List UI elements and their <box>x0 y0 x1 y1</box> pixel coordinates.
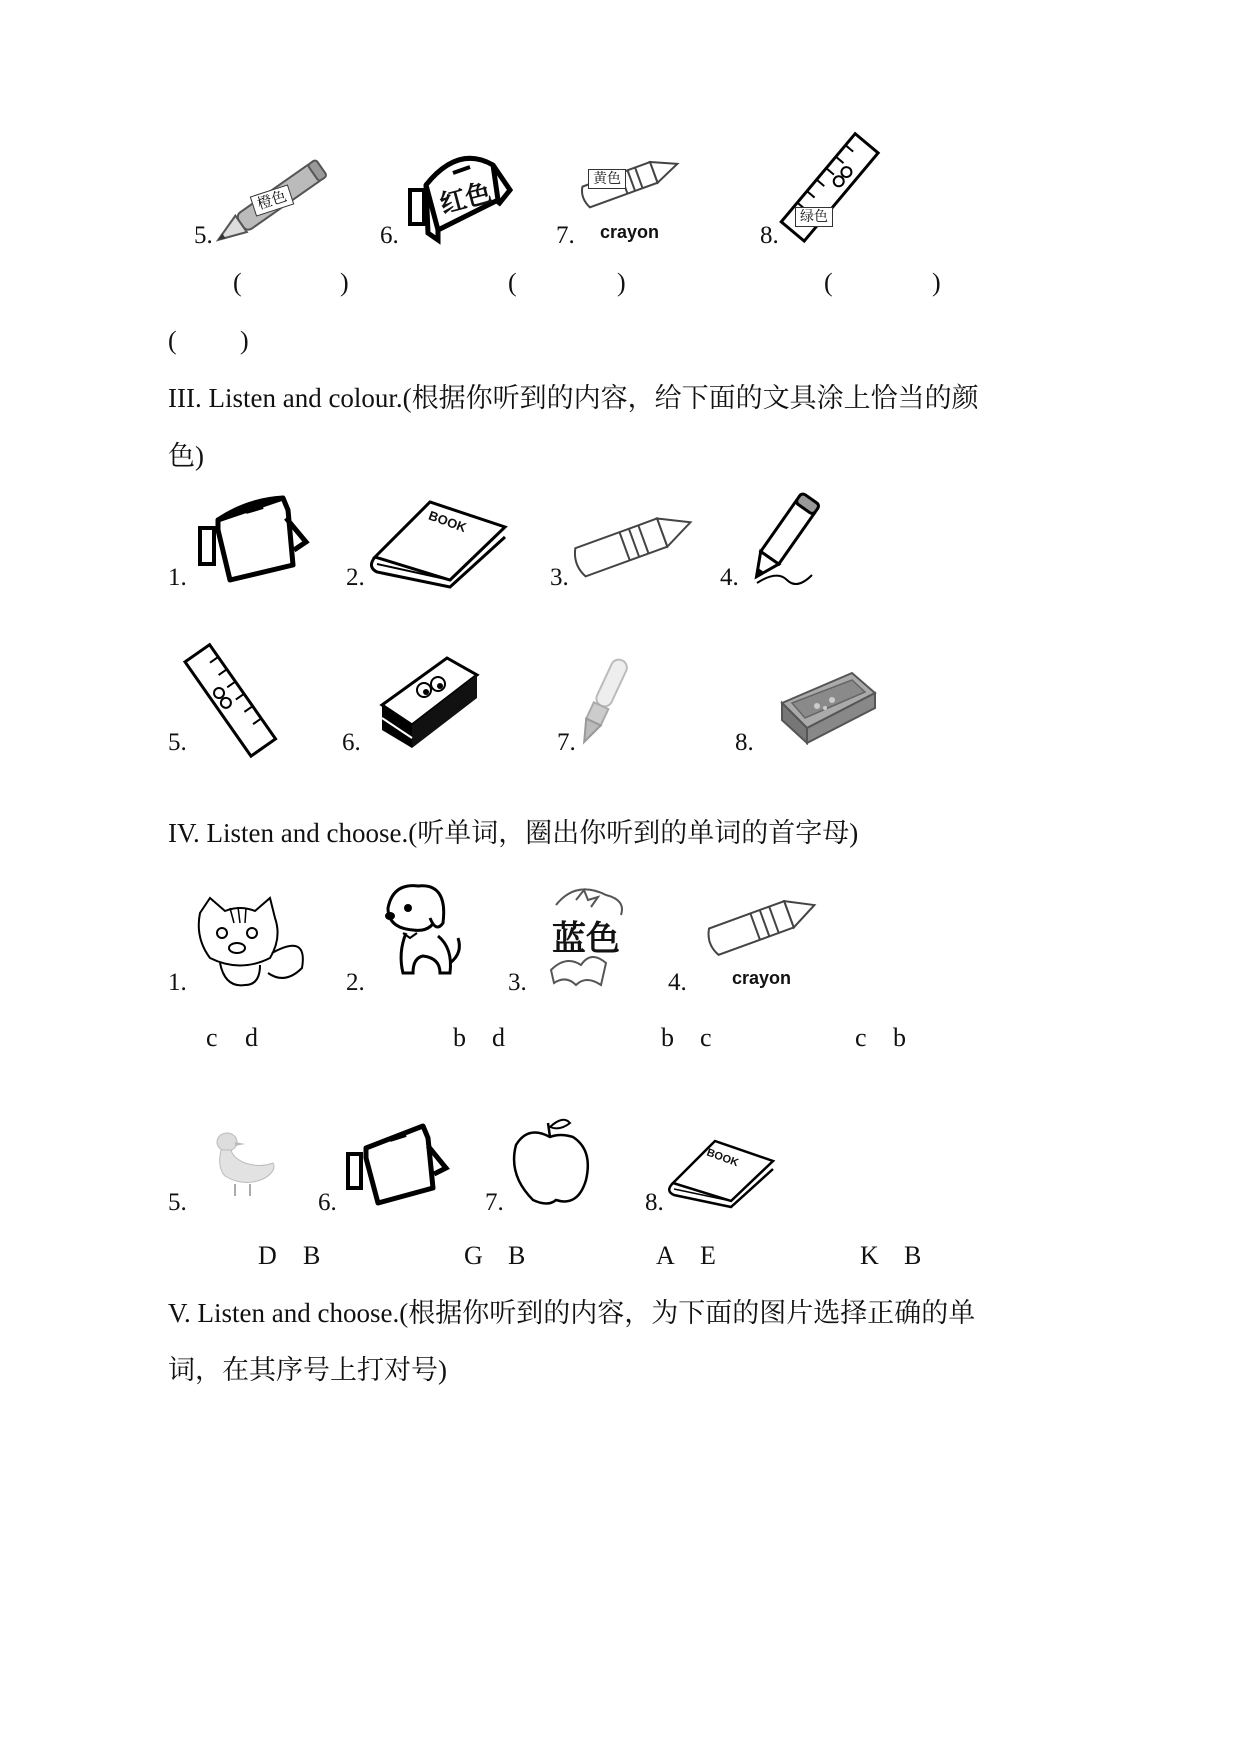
pencil-icon[interactable] <box>742 495 822 590</box>
answer-bracket-open: ( <box>233 268 242 297</box>
item-number: 6. <box>318 1189 337 1216</box>
choice-letter[interactable]: D <box>258 1241 277 1270</box>
item-number: 5. <box>194 222 213 249</box>
item-number: 4. <box>720 564 739 591</box>
item-number: 8. <box>760 222 779 249</box>
choice-letter[interactable]: A <box>656 1241 675 1270</box>
answer-bracket-close[interactable]: ) <box>240 326 249 355</box>
choice-letter[interactable]: b <box>661 1023 674 1052</box>
ruler-icon[interactable] <box>185 648 275 753</box>
choice-letter[interactable]: d <box>245 1023 258 1052</box>
item-number: 5. <box>168 729 187 756</box>
item-number: 7. <box>556 222 575 249</box>
choice-letter[interactable]: B <box>303 1241 321 1270</box>
item-number: 7. <box>557 729 576 756</box>
answer-bracket-close[interactable]: ) <box>617 268 626 297</box>
section-title: IV. Listen and choose.(听单词，圈出你听到的单词的首字母) <box>168 818 859 848</box>
choice-letter[interactable]: E <box>700 1241 716 1270</box>
cat-icon[interactable] <box>190 893 310 993</box>
choice-letter[interactable]: c <box>700 1023 712 1052</box>
choice-letter[interactable]: b <box>453 1023 466 1052</box>
crayon-caption: crayon <box>600 222 660 242</box>
choice-letter[interactable]: c <box>855 1023 867 1052</box>
section-title-continued: 色) <box>168 441 204 471</box>
item-number: 3. <box>508 969 527 996</box>
choice-letter[interactable]: K <box>860 1241 879 1270</box>
answer-bracket-close[interactable]: ) <box>340 268 349 297</box>
crayon-icon[interactable] <box>702 882 822 962</box>
section-title: V. Listen and choose.(根据你听到的内容，为下面的图片选择正确的单 <box>168 1298 976 1328</box>
item-number: 7. <box>485 1189 504 1216</box>
section-title: III. Listen and colour.(根据你听到的内容，给下面的文具涂上恰当的颜 <box>168 383 979 413</box>
answer-bracket-open: ( <box>824 268 833 297</box>
pen-icon[interactable] <box>575 655 635 750</box>
item-number: 1. <box>168 564 187 591</box>
crayon-icon[interactable] <box>568 498 698 583</box>
item-number: 6. <box>342 729 361 756</box>
item-number: 4. <box>668 969 687 996</box>
color-tag: 橙色 <box>250 184 295 216</box>
item-number: 1. <box>168 969 187 996</box>
school-bag-icon[interactable] <box>338 1118 448 1208</box>
book-label: BOOK <box>704 1146 741 1170</box>
item-number: 6. <box>380 222 399 249</box>
item-number: 8. <box>645 1189 664 1216</box>
pencil-case-icon[interactable] <box>777 668 877 746</box>
item-number: 8. <box>735 729 754 756</box>
color-tag: 红色 <box>437 177 496 221</box>
duck-icon[interactable] <box>205 1128 280 1203</box>
school-bag-icon[interactable] <box>188 490 308 585</box>
choice-letter[interactable]: c <box>206 1023 218 1052</box>
color-tag: 蓝色 <box>552 919 620 959</box>
item-number: 5. <box>168 1189 187 1216</box>
crayon-caption: crayon <box>732 968 792 988</box>
answer-bracket-open: ( <box>168 326 177 355</box>
eraser-icon[interactable] <box>372 650 482 750</box>
item-number: 3. <box>550 564 569 591</box>
answer-bracket-open: ( <box>508 268 517 297</box>
book-icon[interactable] <box>365 492 515 587</box>
dog-icon[interactable] <box>368 878 468 983</box>
item-number: 2. <box>346 564 365 591</box>
choice-letter[interactable]: B <box>508 1241 526 1270</box>
color-tag: 绿色 <box>795 207 833 227</box>
choice-letter[interactable]: B <box>904 1241 922 1270</box>
answer-bracket-close[interactable]: ) <box>932 268 941 297</box>
color-tag: 黄色 <box>588 169 626 189</box>
book-icon[interactable] <box>665 1135 777 1207</box>
choice-letter[interactable]: b <box>893 1023 906 1052</box>
apple-icon[interactable] <box>508 1115 593 1210</box>
item-number: 2. <box>346 969 365 996</box>
choice-letter[interactable]: G <box>464 1241 483 1270</box>
choice-letter[interactable]: d <box>492 1023 505 1052</box>
section-title-continued: 词，在其序号上打对号) <box>168 1355 447 1385</box>
book-label: BOOK <box>426 507 469 536</box>
